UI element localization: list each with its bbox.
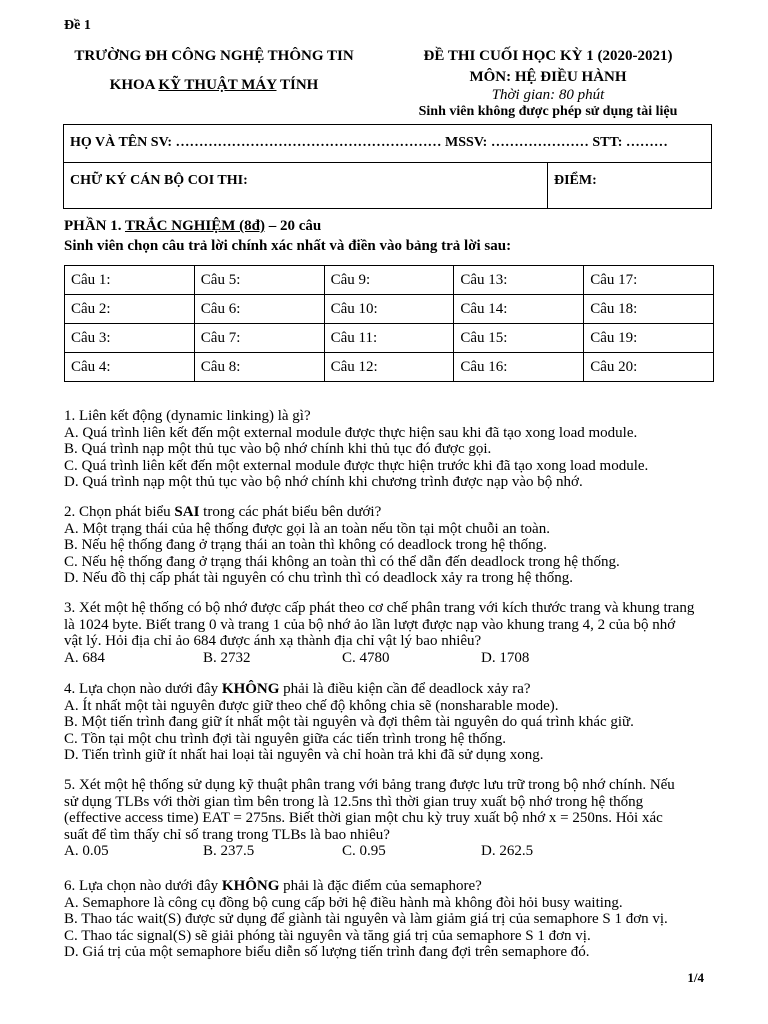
answer-table-row (65, 353, 714, 382)
answer-table (64, 265, 714, 382)
question-stem-line: 5. Xét một hệ thống sử dụng kỹ thuật phân trang với bảng trang được lưu trữ trong bộ nhớ chính. Nếu (64, 777, 675, 793)
answer-cell[interactable]: Câu 1: (65, 266, 195, 295)
proctor-signature-field[interactable]: CHỮ KÝ CÁN BỘ COI THI: (70, 173, 248, 188)
stem-emphasis: SAI (174, 504, 200, 520)
option-b: B. Một tiến trình đang giữ ít nhất một tài nguyên và đợi thêm tài nguyên do quá trình khác giữ. (64, 714, 634, 730)
answer-cell[interactable]: Câu 12: (324, 353, 454, 382)
option-a: A. Ít nhất một tài nguyên được giữ theo chế độ không chia sẽ (nonsharable mode). (64, 697, 559, 714)
option-b: B. 2732 (203, 649, 251, 666)
question-6 (64, 878, 668, 961)
answer-cell[interactable]: Câu 2: (65, 295, 195, 324)
question-stem-line: sử dụng TLBs với thời gian tìm bên trong là 12.5ns thì thời gian truy xuất bộ nhớ trong hệ thống (64, 793, 644, 810)
options-row (64, 843, 675, 860)
page-number: 1/4 (687, 970, 704, 985)
option-d: D. 1708 (481, 649, 530, 666)
section-title-suffix: – 20 câu (265, 218, 322, 234)
answer-cell[interactable]: Câu 14: (454, 295, 584, 324)
question-stem-line: (effective access time) EAT = 275ns. Biết thời gian một chu kỳ truy xuất bộ nhớ x = 250ns. Hỏi xác (64, 810, 663, 826)
exam-duration: Thời gian: 80 phút (491, 87, 605, 103)
question-2 (64, 504, 620, 587)
answer-cell[interactable]: Câu 19: (584, 324, 714, 353)
option-c: C. Quá trình liên kết đến một external module được thực hiện trước khi đã tạo xong load module. (64, 457, 649, 474)
info-box-divider (547, 162, 548, 209)
stem-emphasis: KHÔNG (221, 681, 280, 697)
answer-cell[interactable]: Câu 17: (584, 266, 714, 295)
section-instruction: Sinh viên chọn câu trả lời chính xác nhất và điền vào bảng trả lời sau: (64, 238, 512, 254)
answer-cell[interactable]: Câu 18: (584, 295, 714, 324)
answer-cell[interactable]: Câu 15: (454, 324, 584, 353)
option-a: A. Quá trình liên kết đến một external module được thực hiện sau khi đã tạo xong load module. (64, 424, 638, 441)
option-a: A. 0.05 (64, 843, 109, 859)
answer-cell[interactable]: Câu 20: (584, 353, 714, 382)
student-name-field[interactable]: HỌ VÀ TÊN SV: ………………………………………………… MSSV: ………………… STT: ……… (70, 135, 668, 150)
answer-cell[interactable]: Câu 5: (194, 266, 324, 295)
answer-cell[interactable]: Câu 8: (194, 353, 324, 382)
stem-text: 2. Chọn phát biểu (64, 504, 175, 520)
question-stem-line: suất để tìm thấy chỉ số trang trong TLBs là bao nhiêu? (64, 826, 390, 843)
section-title-prefix: PHẦN 1. (64, 218, 125, 234)
answer-cell[interactable]: Câu 3: (65, 324, 195, 353)
stem-emphasis: KHÔNG (221, 878, 280, 894)
answer-cell[interactable]: Câu 9: (324, 266, 454, 295)
option-a: A. 684 (64, 649, 105, 666)
score-field[interactable]: ĐIỂM: (554, 173, 597, 188)
answer-cell[interactable]: Câu 6: (194, 295, 324, 324)
faculty-prefix: KHOA (109, 77, 159, 93)
stem-text: trong các phát biểu bên dưới? (199, 504, 382, 520)
section-title (64, 218, 321, 235)
options-row (64, 650, 694, 667)
option-c: C. 0.95 (342, 843, 386, 859)
question-stem: 1. Liên kết động (dynamic linking) là gì? (64, 408, 311, 424)
stem-text: 4. Lựa chọn nào dưới đây (64, 681, 222, 697)
subject-name: MÔN: HỆ ĐIỀU HÀNH (469, 69, 627, 85)
question-stem-line: 3. Xét một hệ thống có bộ nhớ được cấp phát theo cơ chế phân trang với kích thước trang và khung trang (64, 600, 695, 616)
answer-table-row (65, 295, 714, 324)
stem-text: phải là đặc điểm của semaphore? (279, 878, 482, 894)
option-c: C. 4780 (342, 649, 390, 666)
exam-title: ĐỀ THI CUỐI HỌC KỲ 1 (2020-2021) (423, 48, 673, 64)
question-4 (64, 681, 634, 764)
option-d: D. Giá trị của một semaphore biểu diễn số lượng tiến trình đang đợi trên semaphore đó. (64, 944, 590, 960)
option-d: D. Quá trình nạp một thủ tục vào bộ nhớ chính khi chương trình được nạp vào bộ nhớ. (64, 474, 583, 490)
question-stem (64, 504, 620, 521)
option-a: A. Semaphore là công cụ đồng bộ cung cấp bởi hệ điều hành mà không đòi hỏi busy waiting. (64, 894, 623, 911)
faculty-suffix: TÍNH (276, 77, 319, 93)
question-stem (64, 681, 634, 698)
section-title-underlined: TRẮC NGHIỆM (8đ) (124, 218, 265, 234)
option-c: C. Nếu hệ thống đang ở trạng thái không an toàn thì có thể dẫn đến deadlock trong hệ thống. (64, 553, 620, 570)
answer-cell[interactable]: Câu 4: (65, 353, 195, 382)
option-d: D. 262.5 (481, 843, 534, 859)
question-3 (64, 600, 694, 666)
exam-rule: Sinh viên không được phép sử dụng tài liệu (418, 104, 678, 119)
exam-version-label: Đề 1 (64, 18, 91, 33)
option-a: A. Một trạng thái của hệ thống được gọi là an toàn nếu tồn tại một chuỗi an toàn. (64, 520, 550, 537)
school-name: TRƯỜNG ĐH CÔNG NGHỆ THÔNG TIN (74, 48, 354, 64)
option-b: B. Quá trình nạp một thủ tục vào bộ nhớ chính khi thủ tục đó được gọi. (64, 441, 492, 457)
faculty-underlined: KỸ THUẬT MÁY (158, 77, 277, 93)
answer-cell[interactable]: Câu 13: (454, 266, 584, 295)
option-b: B. Nếu hệ thống đang ở trạng thái an toàn thì không có deadlock trong hệ thống. (64, 537, 547, 553)
student-info-box (63, 124, 712, 209)
option-d: D. Nếu đồ thị cấp phát tài nguyên có chu trình thì có deadlock xảy ra trong hệ thống. (64, 570, 574, 586)
question-stem (64, 878, 668, 895)
faculty-name (64, 77, 364, 94)
option-b: B. Thao tác wait(S) được sử dụng để giành tài nguyên và làm giảm giá trị của semaphore S 1 đơn vị. (64, 911, 668, 927)
answer-table-row (65, 266, 714, 295)
stem-text: 6. Lựa chọn nào dưới đây (64, 878, 222, 894)
question-stem-line: là 1024 byte. Biết trang 0 và trang 1 của bộ nhớ ảo lần lượt được nạp vào khung trang 4, 2 của bộ nhớ (64, 616, 676, 633)
answer-cell[interactable]: Câu 7: (194, 324, 324, 353)
option-c: C. Tồn tại một chu trình đợi tài nguyên giữa các tiến trình trong hệ thống. (64, 730, 506, 747)
option-c: C. Thao tác signal(S) sẽ giải phóng tài nguyên và tăng giá trị của semaphore S 1 đơn vị. (64, 927, 591, 944)
question-5 (64, 777, 675, 860)
option-b: B. 237.5 (203, 843, 255, 859)
answer-cell[interactable]: Câu 10: (324, 295, 454, 324)
answer-table-row (65, 324, 714, 353)
answer-cell[interactable]: Câu 16: (454, 353, 584, 382)
option-d: D. Tiến trình giữ ít nhất hai loại tài nguyên và chỉ hoàn trả khi đã sử dụng xong. (64, 747, 544, 763)
question-1 (64, 408, 648, 491)
stem-text: phải là điều kiện cần để deadlock xảy ra? (279, 681, 531, 697)
question-stem-line: vật lý. Hỏi địa chỉ ảo 684 được ánh xạ thành địa chỉ vật lý bao nhiêu? (64, 633, 482, 649)
answer-cell[interactable]: Câu 11: (324, 324, 454, 353)
